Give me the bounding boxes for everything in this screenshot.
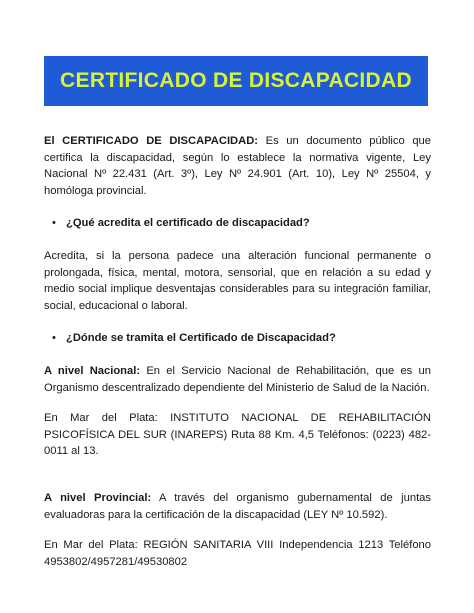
title-banner [44, 56, 428, 106]
provincial-text: A través del organismo gubernamental de juntas evaluadoras para la certificación de la discapacidad (LEY Nº 10.592). [44, 491, 432, 521]
bullet-icon: • [52, 332, 56, 345]
question-what-certifies [44, 215, 431, 232]
answer-paragraph: Acredita, si la persona padece una alteración funcional permanente o prolongada, física, mental, motora, sensorial, que en relación a su edad y medio social implique desventajas considerables para su integración familiar, social, educacional o laboral. [44, 249, 431, 312]
national-text: En el Servicio Nacional de Rehabilitación, que es un Organismo descentralizado dependiente del Ministerio de Salud de la Nación. [44, 364, 431, 394]
provincial-paragraph [44, 490, 431, 523]
provincial-label: A nivel Provincial: [44, 491, 152, 504]
national-label: A nivel Nacional: [44, 364, 141, 377]
bullet-icon: • [52, 217, 56, 230]
question-where-processed [44, 330, 431, 347]
document-title: CERTIFICADO DE DISCAPACIDAD [60, 69, 412, 92]
national-paragraph [44, 363, 431, 396]
intro-term: El CERTIFICADO DE DISCAPACIDAD: [44, 135, 259, 147]
question-text: ¿Qué acredita el certificado de discapacidad? [66, 217, 310, 230]
document-body [44, 133, 431, 570]
question-text: ¿Dónde se tramita el Certificado de Discapacidad? [66, 332, 336, 345]
intro-paragraph [44, 133, 431, 199]
mar-del-plata-provincial: En Mar del Plata: REGIÓN SANITARIA VIII Independencia 1213 Teléfono 4953802/4957281/49530802 [44, 539, 431, 568]
mar-del-plata-national: En Mar del Plata: INSTITUTO NACIONAL DE REHABILITACIÓN PSICOFÍSICA DEL SUR (INAREPS) Ruta 88 Km. 4,5 Teléfonos: (0223) 482-0011 al 13. [44, 412, 431, 458]
intro-text: Es un documento público que certifica la discapacidad, según lo establece la normativa vigente, Ley Nacional Nº 22.431 (Art. 3º), Ley Nº 24.901 (Art. 10), Ley Nº 25504, y homóloga provincial. [44, 135, 431, 197]
